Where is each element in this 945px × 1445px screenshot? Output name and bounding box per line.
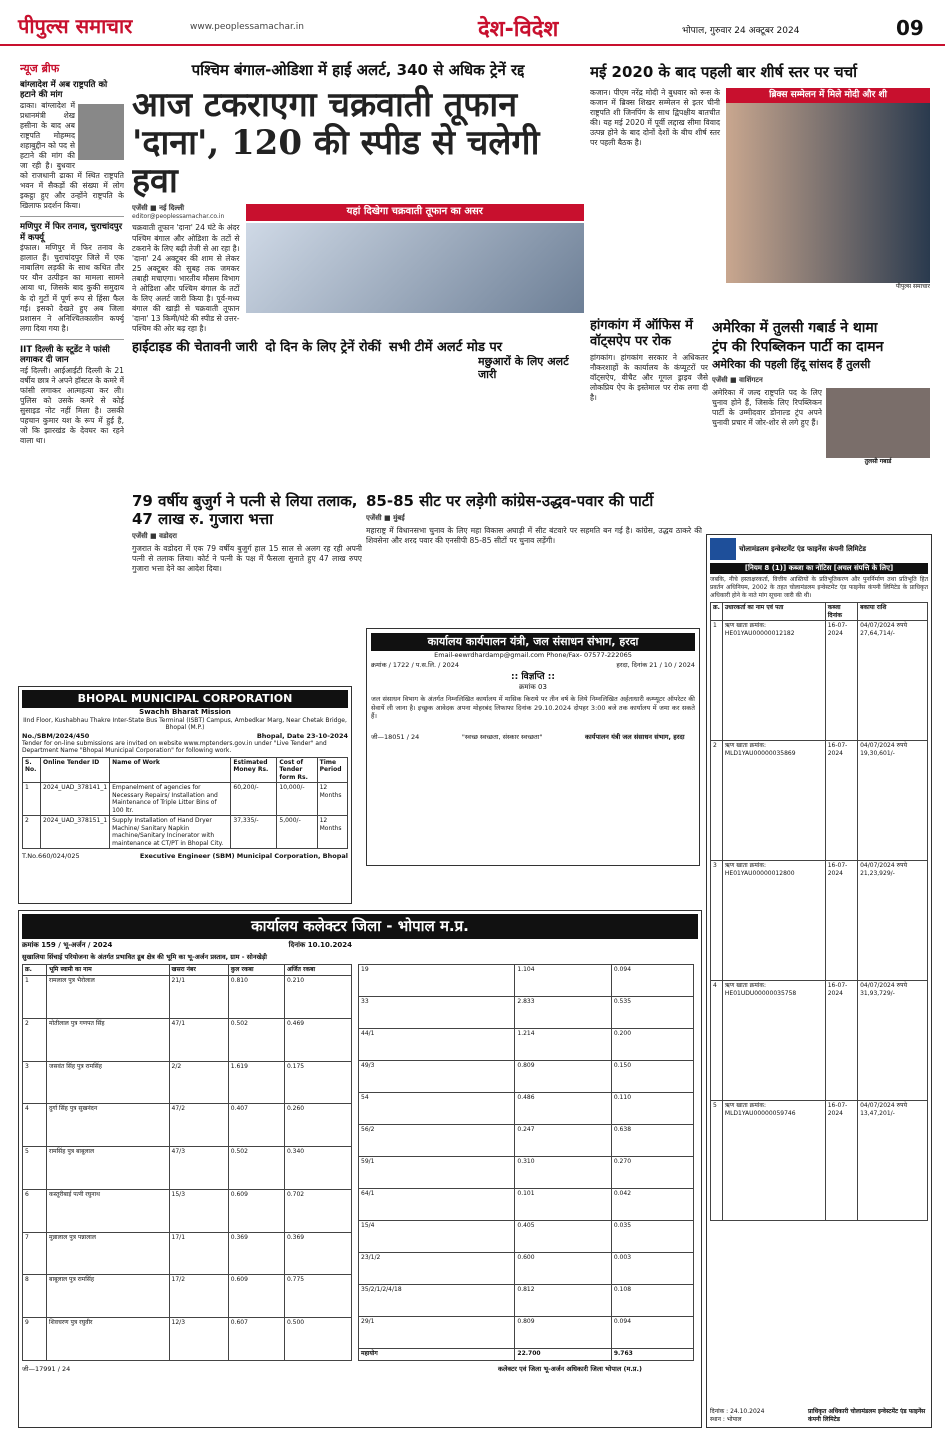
table-header: कुल रकबा [228,964,284,976]
table-cell: 0.260 [284,1104,351,1147]
table-cell: 64/1 [359,1188,515,1220]
table-row [23,783,348,816]
table-cell: 16-07-2024 [825,1101,857,1221]
byline-email: editor@peoplessamachar.co.in [132,212,225,220]
collector-land-notice [18,910,702,1428]
table-cell: 59/1 [359,1156,515,1188]
table-header: Cost of Tender form Rs. [277,757,317,783]
brief-headline: IIT दिल्ली के स्टूडेंट ने फांसी लगाकर दी जान [20,344,110,366]
notice-body: जबकि, नीचे हस्ताक्षरकर्ता, वित्तीय आस्तियों के प्रतिभूतिकरण और पुनर्निर्माण तथा प्रतिभूति हित प्रवर्तन अधिनियम, 2002 के तहत चोलामंडलम इन्वेस्टमेंट एंड फाइनेंस कंपनी लिमिटेड के प्राधिकृत अधिकारी होने के नाते मांग सूचना जारी की थी। [710,575,928,599]
table-row [359,1156,694,1188]
lead-headline-2: 'दाना', 120 की स्पीड से चलेगी हवा [132,123,540,202]
table-cell: 47/1 [169,1019,228,1062]
table-cell: 12 Months [317,783,347,816]
table-header: बकाया राशि [858,603,928,621]
table-cell: रामसिंह पुत्र बाबूलाल [47,1147,170,1190]
ad-date: दिनांक 10.10.2024 [288,940,352,949]
ad-title: कार्यालय कार्यपालन यंत्री, जल संसाधन संभाग, हरदा [371,633,695,651]
table-header: Name of Work [110,757,231,783]
ad-address: IInd Floor, Kushabhau Thakre Inter-State Bus Terminal (ISBT) Campus, Ambedkar Marg, Near Chetak Bridge, Bhopal (M.P.) [23,716,347,731]
table-header: S. No. [23,757,41,783]
table-cell: 0.405 [515,1220,611,1252]
story-headline: अमेरिका में तुलसी गबार्ड ने थामा [712,320,878,336]
ad-contact: Email-eewrdhardamp@gmail.com Phone/Fax- 07577-222065 [434,650,632,659]
ad-ref: No./SBM/2024/450 [22,731,90,740]
table-cell: 5 [23,1147,47,1190]
table-cell: 2.833 [515,996,611,1028]
table-cell: 8 [23,1275,47,1318]
ad-intro: Tender for on-line submissions are invited on website www.mptenders.gov.in under "Live Tender" and Department Name "Bhopal Municipal Corporation" for following work. [22,739,327,755]
table-cell: 0.812 [515,1284,611,1316]
table-cell: 0.175 [284,1061,351,1104]
notice-subject: सुखालिया सिंचाई परियोजना के अंतर्गत प्रभावित डूब क्षेत्र की भूमि का भू-अर्जन प्रस्ताव, ग्राम - सोनखेड़ी [22,952,267,961]
table-cell: 16-07-2024 [825,981,857,1101]
table-cell: 0.502 [228,1147,284,1190]
story-headline: हांगकांग में ऑफिस में वॉट्सऐप पर रोक [590,318,693,349]
chola-table [710,602,928,1221]
story-body: कजान। पीएम नरेंद्र मोदी ने बुधवार को रूस के कजान में ब्रिक्स शिखर सम्मेलन से इतर चीनी राष्ट्रपति शी जिनपिंग के साथ द्विपक्षीय बातचीत की। यह मई 2020 में पूर्वी लद्दाख सीमा विवाद उत्पन्न होने के बाद दोनों देशों के बीच शीर्ष स्तर पर पहली बैठक है। [590,88,720,148]
dateline: भोपाल, गुरुवार 24 अक्टूबर 2024 [682,26,800,36]
ad-ref: क्रमांक 159 / भू-अर्जन / 2024 [22,940,113,949]
table-cell: 17/2 [169,1275,228,1318]
ad-ro: T.No.660/024/025 [22,852,80,861]
table-cell: 29/1 [359,1316,515,1348]
table-cell: 0.638 [611,1124,693,1156]
table-header: क्र. [23,964,47,976]
table-cell: 49/3 [359,1060,515,1092]
table-cell: 0.809 [515,1316,611,1348]
table-cell: 0.469 [284,1019,351,1062]
subhead: दो दिन के लिए ट्रेनें रोकीं [265,339,381,355]
table-row [23,816,348,849]
brief-headline: बांग्लादेश में अब राष्ट्रपति को हटाने की मांग [20,79,108,101]
table-cell: 0.809 [515,1060,611,1092]
table-cell: 0.210 [284,976,351,1019]
story-body: हांगकांग। हांगकांग सरकार ने अधिकतर नौकरशाहों के कार्यालय के कंप्यूटरों पर वॉट्सऐप, वीचैट और गूगल ड्राइव जैसे लोकप्रिय ऐप के इस्तेमाल पर रोक लगा दी है। [590,353,708,403]
table-header: Online Tender ID [41,757,110,783]
table-cell: 16-07-2024 [825,741,857,861]
total-label: महायोग [359,1348,515,1360]
brief-label: न्यूज ब्रीफ [20,62,60,75]
brief-body: ढाका। बांग्लादेश में प्रधानमंत्री शेख हसीना के बाद अब राष्ट्रपति मोहम्मद शहाबुद्दीन को पद से हटाने की मांग की जा रही है। बुधवार को राजधानी ढाका में स्थित राष्ट्रपति भवन में सैकड़ों की संख्या में लोग इकट्ठा हुए और उन्होंने राष्ट्रपति के खिलाफ प्रदर्शन किया। [20,101,124,211]
brief-headline: मणिपुर में फिर तनाव, चुराचांदपुर में कर्फ्यू [20,222,123,243]
table-cell: 0.502 [228,1019,284,1062]
table-cell: 0.310 [515,1156,611,1188]
website-url[interactable]: www.peoplessamachar.in [190,22,304,32]
table-cell: 47/2 [169,1104,228,1147]
table-cell: 0.247 [515,1124,611,1156]
table-cell: 2 [23,1019,47,1062]
table-cell: 2024_UAD_378151_1 [41,816,110,849]
lead-kicker: पश्चिम बंगाल-ओडिशा में हाई अलर्ट, 340 से अधिक ट्रेनें रद्द [191,61,525,79]
chola-possession-notice [706,534,932,1428]
table-cell: 4 [23,1104,47,1147]
table-row [23,1317,352,1360]
table-cell: ऋण खाता क्रमांक: HE01UDU00000035758 [722,981,825,1101]
table-row [359,1188,694,1220]
table-header: Estimated Money Rs. [231,757,277,783]
table-cell: 1.619 [228,1061,284,1104]
table-cell: 1.214 [515,1028,611,1060]
table-cell: 15/4 [359,1220,515,1252]
footer-place: स्थान : भोपाल [710,1415,742,1423]
ad-signature: Executive Engineer (SBM) Municipal Corporation, Bhopal [139,852,348,861]
section-title: देश-विदेश [478,17,559,42]
table-row [359,1092,694,1124]
president-photo [78,104,124,160]
notice-subtitle: [नियम 8 (1)] कब्जा का नोटिस [अचल संपत्ति के लिए] [710,563,928,574]
table-cell: 0.810 [228,976,284,1019]
table-cell: 19 [359,964,515,996]
ad-ro: जी—18051 / 24 [371,732,420,741]
table-cell: 04/07/2024 रुपये 27,64,714/- [858,621,928,741]
table-cell: 1 [23,783,41,816]
mva-seat-story [366,492,702,622]
table-row [23,1232,352,1275]
table-cell: 17/1 [169,1232,228,1275]
table-cell: मोतीलाल पुत्र गणपत सिंह [47,1019,170,1062]
ad-date: Bhopal, Date 23-10-2024 [256,731,348,740]
table-cell: 33 [359,996,515,1028]
table-cell: 0.101 [515,1188,611,1220]
cyclone-map [246,223,584,313]
total-cell: 9.763 [611,1348,693,1360]
table-cell: 9 [23,1317,47,1360]
ad-signature: प्राधिकृत अधिकारी चोलामंडलम इन्वेस्टमेंट एंड फाइनेंस कंपनी लिमिटेड [808,1408,926,1423]
table-cell: 0.270 [611,1156,693,1188]
story-body: महाराष्ट्र में विधानसभा चुनाव के लिए महा विकास अघाड़ी में सीट बंटवारे पर सहमति बन गई है। कांग्रेस, उद्धव ठाकरे की शिवसेना और शरद पवार की एनसीपी 85-85 सीटों पर चुनाव लड़ेंगी। [366,525,702,545]
ad-title: चोलामंडलम इन्वेस्टमेंट एंड फाइनेंस कंपनी लिमिटेड [739,544,867,553]
brief-body: नई दिल्ली। आईआईटी दिल्ली के 21 वर्षीय छात्र ने अपने हॉस्टल के कमरे में फांसी लगाकर आत्महत्या कर ली। पुलिस को उसके कमरे से कोई सुसाइड नोट नहीं मिला है। उसकी पहचान कुमार यश के रूप में हुई है, जो कि झारखंड के देवघर का रहने वाला था। [20,365,124,445]
table-cell: 04/07/2024 रुपये 19,30,601/- [858,741,928,861]
table-cell: 0.535 [611,996,693,1028]
table-row [359,1060,694,1092]
table-row [359,1252,694,1284]
table-cell: दुर्गा सिंह पुत्र सुखनंदन [47,1104,170,1147]
ad-title: BHOPAL MUNICIPAL CORPORATION [22,690,348,708]
table-row [359,964,694,996]
table-cell: 0.108 [611,1284,693,1316]
table-cell: 1 [23,976,47,1019]
table-cell: 54 [359,1092,515,1124]
table-cell: 3 [23,1061,47,1104]
table-cell: 0.486 [515,1092,611,1124]
ad-date: हरदा, दिनांक 21 / 10 / 2024 [616,660,695,669]
table-cell: 0.340 [284,1147,351,1190]
tender-table [22,757,348,850]
tulsi-story [712,318,932,530]
ad-signature: कार्यपालन यंत्री जल संसाधन संभाग, हरदा [585,732,685,741]
notice-body: जल संसाधन विभाग के अंतर्गत निम्नलिखित कार्यालय में मासिक किराये पर तीन वर्ष के लिये निम्नलिखित अर्हताधारी कम्प्यूटर ऑपरेटर की सेवायें ली जाना है। इच्छुक आवेदक अपना मोहरबंद लिफाफा दिनांक 29.10.2024 दोपहर 3:00 बजे तक कार्यालय में जमा कर सकते हैं। [371,695,695,721]
byline: एजेंसी ■ नई दिल्ली [132,204,185,213]
table-cell: 12/3 [169,1317,228,1360]
table-row [23,1189,352,1232]
table-cell: 3 [711,861,723,981]
table-cell: 2 [23,816,41,849]
byline: एजेंसी ■ वाशिंगटन [712,375,763,384]
table-cell: बाबूलाल पुत्र रामसिंह [47,1275,170,1318]
ad-signature: कलेक्टर एवं जिला भू-अर्जन अधिकारी जिला भोपाल (म.प्र.) [498,1364,642,1373]
ad-ro: जी—17991 / 24 [22,1364,71,1373]
ad-slogan: "स्वच्छ स्वच्छता, संस्कार स्वच्छता" [461,732,543,741]
table-cell: 60,200/- [231,783,277,816]
page-number: 09 [896,16,924,40]
masthead [0,0,945,46]
table-header: Time Period [317,757,347,783]
story-kicker: अमेरिका की पहली हिंदू सांसद हैं तुलसी [712,358,871,371]
table-cell: ऋण खाता क्रमांक: HE01YAU00000012800 [722,861,825,981]
modi-xi-photo [726,103,930,283]
ad-subtitle: Swachh Bharat Mission [139,707,231,716]
chola-logo-icon [710,538,736,560]
table-row [359,1124,694,1156]
tulsi-photo [826,388,930,458]
lead-headline: आज टकराएगा चक्रवाती तूफान [132,85,518,125]
land-table [22,964,352,1361]
table-cell: ऋण खाता क्रमांक: HE01YAU00000012182 [722,621,825,741]
harda-notice-ad [366,628,700,866]
table-cell: 0.775 [284,1275,351,1318]
table-cell: 0.607 [228,1317,284,1360]
table-row [359,1316,694,1348]
table-cell: 7 [23,1232,47,1275]
table-cell: 23/1/2 [359,1252,515,1284]
table-cell: 0.042 [611,1188,693,1220]
table-cell: 12 Months [317,816,347,849]
table-cell: 04/07/2024 रुपये 21,23,929/- [858,861,928,981]
table-cell: 04/07/2024 रुपये 13,47,201/- [858,1101,928,1221]
table-cell: 4 [711,981,723,1101]
table-cell: 0.609 [228,1275,284,1318]
brief-body: इंफाल। मणिपुर में फिर तनाव के हालात हैं। चुराचांदपुर जिले में एक नाबालिग लड़की के साथ कथित तौर पर यौन उत्पीड़न का मामला सामने आया था, जिसके बाद कुकी समुदाय के दो गुटों में पूर्ण रूप से हिंसा फैल गई। इसको देखते हुए अब जिला प्रशासन ने अनिश्चितकालीन कर्फ्यू लगा दिया गया है। [20,243,124,333]
table-header: क्र. [711,603,723,621]
story-body: अमेरिका में जल्द राष्ट्रपति पद के लिए चुनाव होने हैं, जिसके लिए रिपब्लिकन पार्टी के उम्मीदवार डोनाल्ड ट्रंप अपने चुनावी प्रचार में जोर-शोर से लगे हुए हैं। [712,387,822,427]
table-cell: 35/2/1/2/4/18 [359,1284,515,1316]
table-cell: 0.003 [611,1252,693,1284]
table-header: खसरा नंबर [169,964,228,976]
lead-body: चक्रवाती तूफान 'दाना' 24 घंटे के अंदर पश्चिम बंगाल और ओडिशा के तटों से टकराने के लिए बढ़ी तेजी से आ रहा है। 'दाना' 24 अक्टूबर की शाम से लेकर 25 अक्टूबर की सुबह तक जमकर तबाही मचाएगा। भारतीय मौसम विभाग ने ओडिशा और पश्चिम बंगाल के तटों के लिए अलर्ट जारी किया है। पूर्व-मध्य बंगाल की खाड़ी से चक्रवाती तूफान 'दाना' 13 किमी/घंटे की स्पीड से उत्तर-पश्चिम की ओर बढ़ रहा है। [132,223,240,333]
modi-xi-story [590,62,930,312]
notice-title: :: विज्ञप्ति :: [510,672,555,682]
bmc-tender-ad [18,686,352,904]
table-row [23,1275,352,1318]
ad-title: कार्यालय कलेक्टर जिला - भोपाल म.प्र. [22,914,698,939]
table-cell: 16-07-2024 [825,621,857,741]
table-cell: 0.600 [515,1252,611,1284]
table-cell: 5,000/- [277,816,317,849]
table-cell: 0.407 [228,1104,284,1147]
table-row [23,1061,352,1104]
table-cell: 10,000/- [277,783,317,816]
byline: एजेंसी ■ मुंबई [366,514,405,522]
table-cell: 5 [711,1101,723,1221]
photo-credit: पीपुल्स समाचार [895,283,930,291]
table-cell: 2 [711,741,723,861]
table-row [23,1104,352,1147]
table-cell: मुन्नालाल पुत्र पन्नालाल [47,1232,170,1275]
table-row [23,976,352,1019]
map-caption: यहां दिखेगा चक्रवाती तूफान का असर [246,204,584,221]
table-header: अर्जित रकबा [284,964,351,976]
table-row [711,1101,928,1221]
table-cell: 0.110 [611,1092,693,1124]
notice-number: क्रमांक 03 [519,683,547,692]
table-cell: 16-07-2024 [825,861,857,981]
table-row [711,861,928,981]
news-brief-column [20,62,124,662]
table-row [359,1284,694,1316]
table-header: कब्जा दिनांक [825,603,857,621]
table-cell: 0.369 [228,1232,284,1275]
total-cell: 22.700 [515,1348,611,1360]
table-cell: रामलाल पुत्र भैरोलाल [47,976,170,1019]
table-row [711,981,928,1101]
table-cell: 47/3 [169,1147,228,1190]
table-cell: जसवंत सिंह पुत्र रामसिंह [47,1061,170,1104]
table-row [359,996,694,1028]
table-cell: 0.200 [611,1028,693,1060]
table-cell: 0.369 [284,1232,351,1275]
subhead: हाईटाइड की चेतावनी जारी [132,339,258,355]
photo-caption: ब्रिक्स सम्मेलन में मिले मोदी और शी [726,88,930,103]
table-row [23,1019,352,1062]
table-cell: 6 [23,1189,47,1232]
table-cell: 44/1 [359,1028,515,1060]
table-row [359,1220,694,1252]
footer-date: दिनांक : 24.10.2024 [710,1408,765,1415]
ad-ref: क्रमांक / 1722 / प.स.लि. / 2024 [371,660,459,669]
table-row [23,1147,352,1190]
table-cell: 2/2 [169,1061,228,1104]
fishermen-alert [478,355,584,495]
table-cell: ऋण खाता क्रमांक: MLD1YAU00000035869 [722,741,825,861]
story-headline: 85-85 सीट पर लड़ेगी कांग्रेस-उद्धव-पवार की पार्टी [366,492,654,510]
table-cell: 1 [711,621,723,741]
table-header: भूमि स्वामी का नाम [47,964,170,976]
table-cell: 1.104 [515,964,611,996]
table-cell: Supply Installation of Hand Dryer Machine/ Sanitary Napkin machine/Sanitary Incinerator with maintenance at CT/PT in Bhopal City. [110,816,231,849]
story-headline: मई 2020 के बाद पहली बार शीर्ष स्तर पर चर्चा [590,63,858,81]
table-row [711,741,928,861]
byline: एजेंसी ■ वडोदरा [132,532,177,540]
table-cell: 0.500 [284,1317,351,1360]
story-body: गुजरात के वडोदरा में एक 79 वर्षीय बुजुर्ग हाल 15 साल से अलग रह रही अपनी पत्नी से तलाक लिया। कोर्ट ने पत्नी के पक्ष में फैसला सुनाते हुए 47 लाख रुपए गुजारा भत्ता देने का आदेश दिया। [132,543,362,573]
hongkong-story [590,318,708,508]
table-cell: कस्तूरीबाई पत्नी रघुनाथ [47,1189,170,1232]
subhead: मछुआरों के लिए अलर्ट जारी [478,355,569,382]
table-cell: Empanelment of agencies for Necessary Repairs/ Installation and Maintenance of Triple Litter Bins of 100 ltr. [110,783,231,816]
table-cell: 0.609 [228,1189,284,1232]
elder-divorce-story [132,492,362,682]
table-cell: 0.094 [611,1316,693,1348]
story-headline-2: ट्रंप की रिपब्लिकन पार्टी का दामन [712,339,884,355]
table-row [711,621,928,741]
table-cell: ऋण खाता क्रमांक: MLD1YAU00000059746 [722,1101,825,1221]
table-cell: 2024_UAD_378141_1 [41,783,110,816]
table-cell: 15/3 [169,1189,228,1232]
table-cell: 0.035 [611,1220,693,1252]
table-row [359,1028,694,1060]
table-header: उधारकर्ता का नाम एवं पता [722,603,825,621]
story-headline: 79 वर्षीय बुजुर्ग ने पत्नी से लिया तलाक, 47 लाख रु. गुजारा भत्ता [132,492,358,528]
table-cell: शिवचरण पुत्र रघुवीर [47,1317,170,1360]
subhead: सभी टीमें अलर्ट मोड पर [388,339,503,355]
table-cell: 0.094 [611,964,693,996]
table-cell: 0.702 [284,1189,351,1232]
land-table-2 [358,964,694,1361]
table-cell: 21/1 [169,976,228,1019]
table-cell: 37,335/- [231,816,277,849]
photo-caption: तुलसी गबार्ड [864,457,892,465]
table-cell: 0.150 [611,1060,693,1092]
newspaper-logo: पीपुल्स समाचार [18,14,133,38]
table-cell: 04/07/2024 रुपये 31,93,729/- [858,981,928,1101]
table-cell: 56/2 [359,1124,515,1156]
